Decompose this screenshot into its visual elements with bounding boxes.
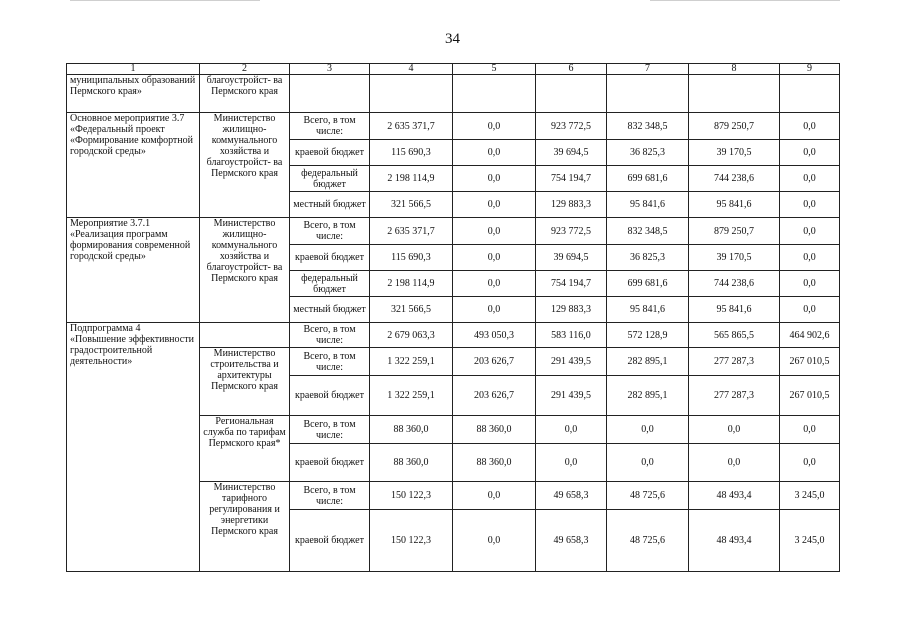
executor-cell <box>200 323 290 348</box>
value-cell: 49 658,3 <box>536 510 607 572</box>
value-cell: 565 865,5 <box>689 323 780 348</box>
value-cell: 0,0 <box>453 271 536 297</box>
value-cell: 583 116,0 <box>536 323 607 348</box>
value-cell: 0,0 <box>780 245 840 271</box>
value-cell: 291 439,5 <box>536 376 607 416</box>
value-cell: 150 122,3 <box>370 510 453 572</box>
value-cell: 879 250,7 <box>689 218 780 245</box>
header-cell: 7 <box>607 64 689 75</box>
executor-cell: Региональная служба по тарифам Пермского края* <box>200 416 290 482</box>
value-cell: 48 493,4 <box>689 510 780 572</box>
page-number: 34 <box>445 31 460 47</box>
table-row <box>67 218 840 245</box>
header-cell: 5 <box>453 64 536 75</box>
empty-cell <box>370 75 453 113</box>
value-cell: 0,0 <box>453 482 536 510</box>
funding-source-cell: Всего, в том числе: <box>290 416 370 444</box>
executor-cell: Министерство жилищно- коммунального хозяйства и благоустройст- ва Пермского края <box>200 218 290 323</box>
value-cell: 36 825,3 <box>607 245 689 271</box>
value-cell: 1 322 259,1 <box>370 348 453 376</box>
value-cell: 49 658,3 <box>536 482 607 510</box>
value-cell: 39 170,5 <box>689 140 780 166</box>
funding-source-cell: краевой бюджет <box>290 376 370 416</box>
value-cell: 277 287,3 <box>689 348 780 376</box>
table-row <box>67 323 840 348</box>
value-cell: 0,0 <box>453 297 536 323</box>
funding-source-cell: краевой бюджет <box>290 140 370 166</box>
value-cell: 464 902,6 <box>780 323 840 348</box>
value-cell: 2 679 063,3 <box>370 323 453 348</box>
value-cell: 699 681,6 <box>607 271 689 297</box>
executor-cell: Министерство строительства и архитектуры Пермского края <box>200 348 290 416</box>
funding-source-cell: федеральный бюджет <box>290 166 370 192</box>
header-cell: 8 <box>689 64 780 75</box>
value-cell: 3 245,0 <box>780 482 840 510</box>
value-cell: 48 725,6 <box>607 510 689 572</box>
header-row <box>67 64 840 75</box>
value-cell: 923 772,5 <box>536 218 607 245</box>
value-cell: 150 122,3 <box>370 482 453 510</box>
funding-source-cell: Всего, в том числе: <box>290 323 370 348</box>
value-cell: 0,0 <box>607 416 689 444</box>
value-cell: 923 772,5 <box>536 113 607 140</box>
program-name-cell: Мероприятие 3.7.1 «Реализация программ формирования современной городской среды» <box>67 218 200 323</box>
value-cell: 0,0 <box>780 166 840 192</box>
header-cell: 3 <box>290 64 370 75</box>
executor-cell: Министерство тарифного регулирования и энергетики Пермского края <box>200 482 290 572</box>
value-cell: 88 360,0 <box>453 444 536 482</box>
value-cell: 95 841,6 <box>607 297 689 323</box>
value-cell: 95 841,6 <box>607 192 689 218</box>
value-cell: 744 238,6 <box>689 166 780 192</box>
table-row <box>67 113 840 140</box>
value-cell: 115 690,3 <box>370 245 453 271</box>
value-cell: 88 360,0 <box>370 416 453 444</box>
value-cell: 0,0 <box>453 140 536 166</box>
value-cell: 321 566,5 <box>370 297 453 323</box>
funding-source-cell: местный бюджет <box>290 192 370 218</box>
funding-source-cell: Всего, в том числе: <box>290 482 370 510</box>
value-cell: 0,0 <box>780 297 840 323</box>
value-cell: 572 128,9 <box>607 323 689 348</box>
value-cell: 291 439,5 <box>536 348 607 376</box>
executor-cell: Министерство жилищно- коммунального хозяйства и благоустройст- ва Пермского края <box>200 113 290 218</box>
empty-cell <box>607 75 689 113</box>
value-cell: 0,0 <box>689 416 780 444</box>
program-name-cell: Подпрограмма 4 «Повышение эффективности градостроительной деятельности» <box>67 323 200 572</box>
value-cell: 39 694,5 <box>536 140 607 166</box>
header-cell: 6 <box>536 64 607 75</box>
value-cell: 0,0 <box>780 192 840 218</box>
value-cell: 39 694,5 <box>536 245 607 271</box>
value-cell: 2 635 371,7 <box>370 218 453 245</box>
value-cell: 0,0 <box>780 444 840 482</box>
value-cell: 832 348,5 <box>607 218 689 245</box>
value-cell: 3 245,0 <box>780 510 840 572</box>
executor-cell: благоустройст- ва Пермского края <box>200 75 290 113</box>
budget-table <box>66 63 840 572</box>
value-cell: 203 626,7 <box>453 376 536 416</box>
value-cell: 2 635 371,7 <box>370 113 453 140</box>
value-cell: 129 883,3 <box>536 297 607 323</box>
value-cell: 267 010,5 <box>780 376 840 416</box>
header-cell: 2 <box>200 64 290 75</box>
value-cell: 0,0 <box>607 444 689 482</box>
program-name-cell: муниципальных образований Пермского края» <box>67 75 200 113</box>
value-cell: 48 493,4 <box>689 482 780 510</box>
value-cell: 48 725,6 <box>607 482 689 510</box>
value-cell: 0,0 <box>780 416 840 444</box>
empty-cell <box>780 75 840 113</box>
header-cell: 4 <box>370 64 453 75</box>
value-cell: 744 238,6 <box>689 271 780 297</box>
value-cell: 129 883,3 <box>536 192 607 218</box>
value-cell: 0,0 <box>453 245 536 271</box>
top-edge-line-right <box>650 0 840 1</box>
header-cell: 1 <box>67 64 200 75</box>
value-cell: 0,0 <box>453 113 536 140</box>
program-name-cell: Основное мероприятие 3.7 «Федеральный проект «Формирование комфортной городской среды» <box>67 113 200 218</box>
value-cell: 36 825,3 <box>607 140 689 166</box>
value-cell: 282 895,1 <box>607 348 689 376</box>
funding-source-cell: местный бюджет <box>290 297 370 323</box>
value-cell: 0,0 <box>453 192 536 218</box>
funding-source-cell: краевой бюджет <box>290 245 370 271</box>
value-cell: 754 194,7 <box>536 271 607 297</box>
value-cell: 267 010,5 <box>780 348 840 376</box>
value-cell: 115 690,3 <box>370 140 453 166</box>
empty-cell <box>290 75 370 113</box>
value-cell: 277 287,3 <box>689 376 780 416</box>
value-cell: 2 198 114,9 <box>370 166 453 192</box>
value-cell: 0,0 <box>536 416 607 444</box>
value-cell: 754 194,7 <box>536 166 607 192</box>
funding-source-cell: Всего, в том числе: <box>290 218 370 245</box>
value-cell: 0,0 <box>689 444 780 482</box>
value-cell: 203 626,7 <box>453 348 536 376</box>
value-cell: 0,0 <box>453 166 536 192</box>
value-cell: 0,0 <box>780 271 840 297</box>
value-cell: 88 360,0 <box>370 444 453 482</box>
value-cell: 282 895,1 <box>607 376 689 416</box>
empty-cell <box>536 75 607 113</box>
value-cell: 2 198 114,9 <box>370 271 453 297</box>
top-edge-line-left <box>70 0 260 1</box>
value-cell: 1 322 259,1 <box>370 376 453 416</box>
value-cell: 0,0 <box>453 510 536 572</box>
empty-cell <box>453 75 536 113</box>
funding-source-cell: федеральный бюджет <box>290 271 370 297</box>
empty-cell <box>689 75 780 113</box>
value-cell: 832 348,5 <box>607 113 689 140</box>
value-cell: 0,0 <box>780 113 840 140</box>
header-cell: 9 <box>780 64 840 75</box>
value-cell: 493 050,3 <box>453 323 536 348</box>
funding-source-cell: краевой бюджет <box>290 510 370 572</box>
value-cell: 0,0 <box>780 218 840 245</box>
value-cell: 39 170,5 <box>689 245 780 271</box>
table-row <box>67 75 840 113</box>
funding-source-cell: краевой бюджет <box>290 444 370 482</box>
value-cell: 0,0 <box>780 140 840 166</box>
funding-source-cell: Всего, в том числе: <box>290 348 370 376</box>
funding-source-cell: Всего, в том числе: <box>290 113 370 140</box>
value-cell: 88 360,0 <box>453 416 536 444</box>
value-cell: 0,0 <box>536 444 607 482</box>
value-cell: 699 681,6 <box>607 166 689 192</box>
value-cell: 95 841,6 <box>689 192 780 218</box>
value-cell: 879 250,7 <box>689 113 780 140</box>
value-cell: 0,0 <box>453 218 536 245</box>
value-cell: 95 841,6 <box>689 297 780 323</box>
value-cell: 321 566,5 <box>370 192 453 218</box>
